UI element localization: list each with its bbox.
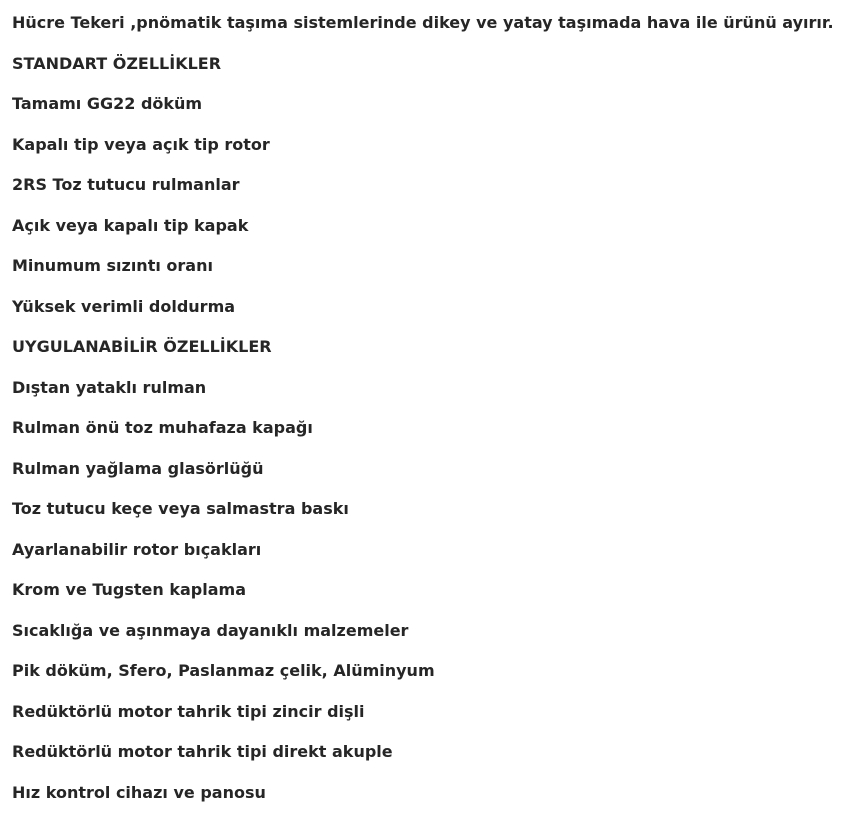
list-item: Ayarlanabilir rotor bıçakları (12, 539, 262, 559)
list-item: Hız kontrol cihazı ve panosu (12, 782, 266, 802)
standard-features-heading: STANDART ÖZELLİKLER (12, 53, 222, 73)
list-item: Toz tutucu keçe veya salmastra baskı (12, 499, 349, 518)
standard-features-list (12, 81, 837, 324)
list-item: Kapalı tip veya açık tip rotor (12, 134, 270, 154)
optional-features-heading: UYGULANABİLİR ÖZELLİKLER (12, 337, 272, 356)
intro-text: Hücre Tekeri ,pnömatik taşıma sistemlerinde dikey ve yatay taşımada hava ile ürünü ayırır. (12, 13, 834, 32)
list-item: Yüksek verimli doldurma (12, 296, 236, 316)
list-item: Redüktörlü motor tahrik tipi direkt akuple (12, 742, 393, 761)
product-description (12, 0, 837, 810)
list-item: Açık veya kapalı tip kapak (12, 215, 249, 235)
list-item: Minumum sızıntı oranı (12, 256, 213, 275)
list-item: Rulman önü toz muhafaza kapağı (12, 418, 313, 437)
list-item: Krom ve Tugsten kaplama (12, 580, 246, 599)
list-item: 2RS Toz tutucu rulmanlar (12, 175, 240, 194)
list-item: Pik döküm, Sfero, Paslanmaz çelik, Alüminyum (12, 661, 435, 680)
list-item: Rulman yağlama glasörlüğü (12, 458, 264, 478)
list-item: Redüktörlü motor tahrik tipi zincir dişli (12, 701, 365, 721)
list-item: Dıştan yataklı rulman (12, 377, 207, 397)
list-item: Tamamı GG22 döküm (12, 94, 203, 113)
optional-features-list (12, 365, 837, 811)
list-item: Sıcaklığa ve aşınmaya dayanıklı malzemeler (12, 620, 409, 640)
